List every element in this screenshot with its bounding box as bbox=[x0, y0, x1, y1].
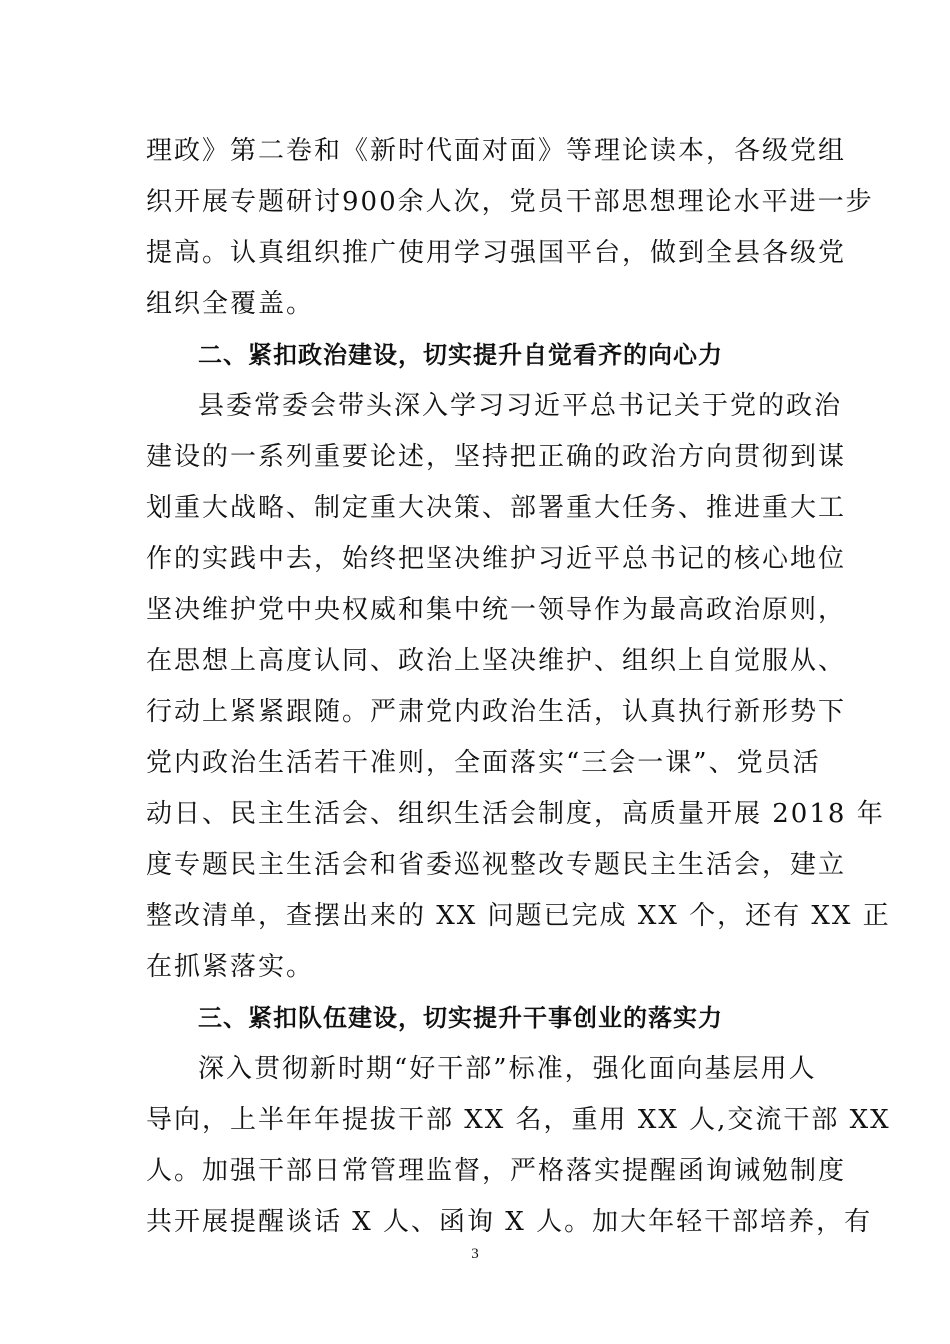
text-line: 度专题民主生活会和省委巡视整改专题民主生活会，建立 bbox=[146, 850, 847, 880]
page-number: 3 bbox=[471, 1246, 479, 1262]
text-line: 行动上紧紧跟随。严肃党内政治生活，认真执行新形势下 bbox=[146, 697, 847, 727]
section-heading-political-building bbox=[146, 330, 808, 381]
text-line: 作的实践中去，始终把坚决维护习近平总书记的核心地位 bbox=[146, 544, 847, 574]
text-line: 建设的一系列重要论述，坚持把正确的政治方向贯彻到谋 bbox=[146, 442, 847, 472]
text-line: 导向，上半年年提拔干部 XX 名，重用 XX 人,交流干部 XX bbox=[146, 1105, 891, 1135]
paragraph-team-building bbox=[146, 1044, 891, 1248]
text-line: 共开展提醒谈话 X 人、函询 X 人。加大年轻干部培养，有 bbox=[146, 1207, 873, 1237]
text-line: 理政》第二卷和《新时代面对面》等理论读本，各级党组 bbox=[146, 136, 847, 166]
text-line: 坚决维护党中央权威和集中统一领导作为最高政治原则， bbox=[146, 595, 847, 625]
text-line: 在抓紧落实。 bbox=[146, 952, 315, 982]
text-line: 在思想上高度认同、政治上坚决维护、组织上自觉服从、 bbox=[146, 646, 847, 676]
text-line: 织开展专题研讨900余人次，党员干部思想理论水平进一步 bbox=[146, 187, 874, 217]
text-line: 党内政治生活若干准则，全面落实“三会一课”、党员活 bbox=[146, 748, 821, 778]
section-heading: 三、紧扣队伍建设，切实提升干事创业的落实力 bbox=[198, 1004, 723, 1032]
text-line: 县委常委会带头深入学习习近平总书记关于党的政治 bbox=[198, 391, 843, 421]
paragraph-theory-study bbox=[146, 126, 874, 330]
text-line: 提高。认真组织推广使用学习强国平台，做到全县各级党 bbox=[146, 238, 847, 268]
text-line: 整改清单，查摆出来的 XX 问题已完成 XX 个，还有 XX 正 bbox=[146, 901, 891, 931]
text-line: 深入贯彻新时期“好干部”标准，强化面向基层用人 bbox=[198, 1054, 817, 1084]
text-line: 组织全覆盖。 bbox=[146, 289, 315, 319]
section-heading-team-building bbox=[146, 993, 808, 1044]
section-heading: 二、紧扣政治建设，切实提升自觉看齐的向心力 bbox=[198, 341, 723, 369]
text-line: 人。加强干部日常管理监督，严格落实提醒函询诫勉制度 bbox=[146, 1156, 847, 1186]
paragraph-political-building bbox=[146, 381, 891, 993]
text-line: 划重大战略、制定重大决策、部署重大任务、推进重大工 bbox=[146, 493, 847, 523]
text-line: 动日、民主生活会、组织生活会制度，高质量开展 2018 年 bbox=[146, 799, 885, 829]
